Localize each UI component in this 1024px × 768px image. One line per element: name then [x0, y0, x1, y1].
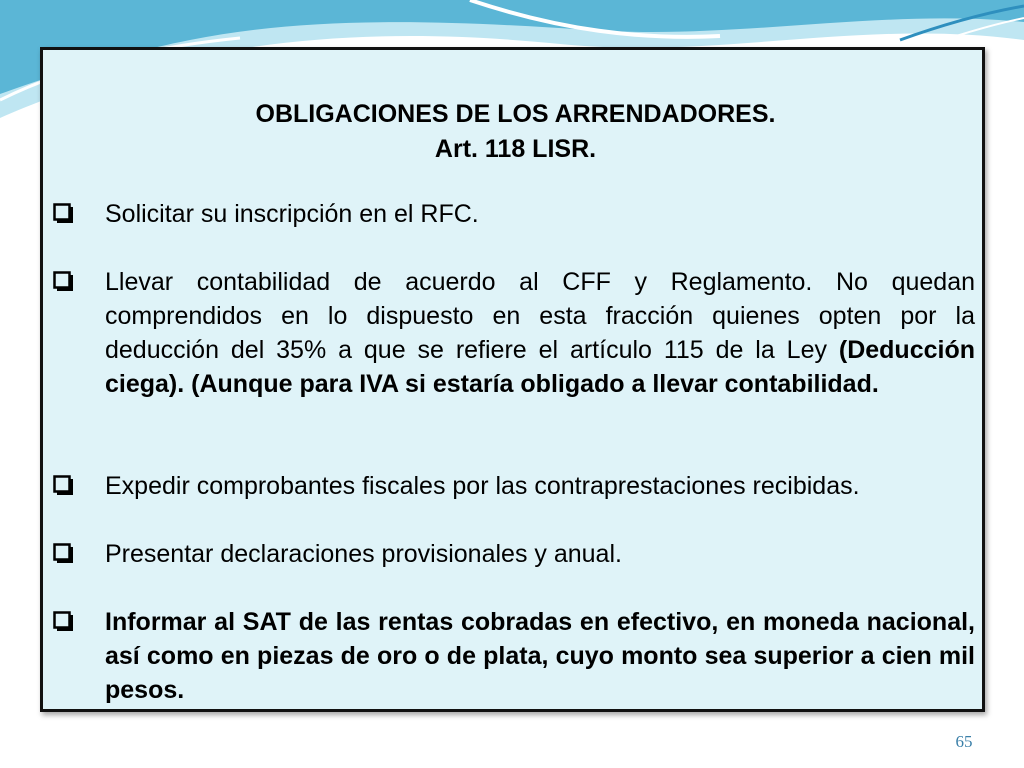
checkbox-square-icon	[53, 271, 75, 293]
checkbox-square-icon	[53, 611, 75, 633]
bullet-item-3	[53, 469, 975, 503]
checkbox-square-icon	[53, 475, 75, 497]
bullet-text: Presentar declaraciones provisionales y anual.	[105, 540, 622, 568]
slide-title	[43, 97, 988, 167]
bullet-text	[105, 265, 975, 401]
page-number: 65	[955, 732, 973, 751]
bullet-text: Informar al SAT de las rentas cobradas en efectivo, en moneda nacional, así como en piezas de oro o de plata, cuyo monto sea superior a cien mil pesos.	[105, 608, 975, 704]
checkbox-square-icon	[53, 203, 75, 225]
bullet-text-bold: (Deducción ciega). (Aunque para IVA si estaría obligado a llevar contabilidad.	[105, 336, 975, 398]
bullet-item-1	[53, 197, 975, 231]
bullet-item-2	[53, 265, 975, 401]
title-line-2: Art. 118 LISR.	[434, 135, 597, 163]
bullet-text: Expedir comprobantes fiscales por las contraprestaciones recibidas.	[105, 472, 860, 500]
title-line-1: OBLIGACIONES DE LOS ARRENDADORES.	[255, 100, 776, 128]
bullet-item-5	[53, 605, 975, 707]
bullet-text-regular: Llevar contabilidad de acuerdo al CFF y Reglamento. No quedan comprendidos en lo dispuesto en esta fracción quienes opten por la deducción del 35% a que se refiere el artículo 115 de la Ley	[105, 268, 975, 364]
content-box	[40, 47, 985, 712]
checkbox-square-icon	[53, 543, 75, 565]
bullet-item-4	[53, 537, 975, 571]
bullet-text: Solicitar su inscripción en el RFC.	[105, 200, 479, 228]
